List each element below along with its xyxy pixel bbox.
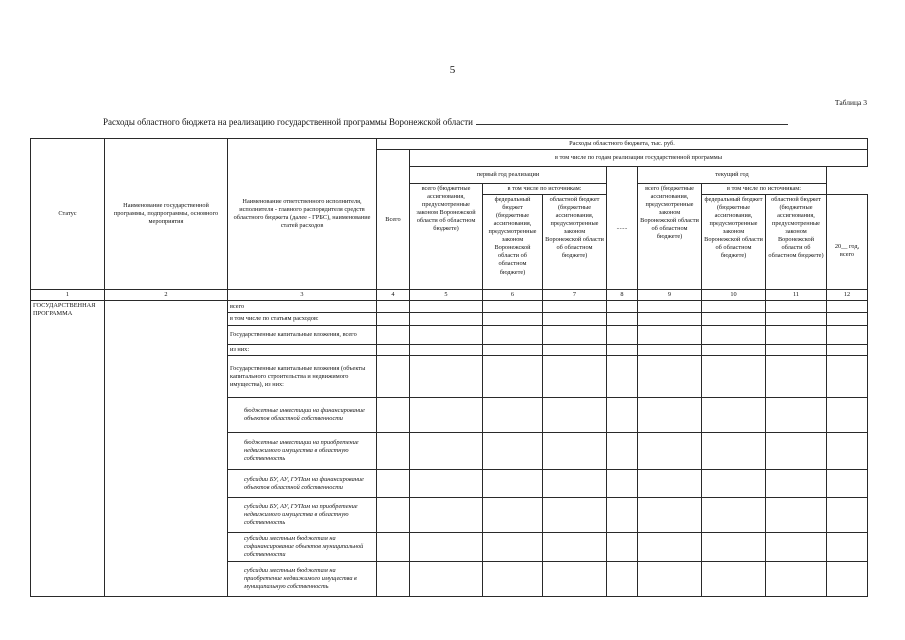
value-cell bbox=[377, 345, 410, 356]
value-cell bbox=[377, 313, 410, 326]
value-cell bbox=[410, 345, 483, 356]
value-cell bbox=[607, 398, 638, 433]
column-number: 9 bbox=[638, 290, 702, 301]
header-budget-expenses: Расходы областного бюджета, тыс. руб. bbox=[377, 139, 868, 150]
header-status: Статус bbox=[31, 139, 105, 290]
value-cell bbox=[766, 313, 827, 326]
value-cell bbox=[638, 313, 702, 326]
value-cell bbox=[410, 326, 483, 345]
value-cell bbox=[607, 345, 638, 356]
value-cell bbox=[483, 313, 543, 326]
value-cell bbox=[377, 470, 410, 498]
value-cell bbox=[377, 533, 410, 562]
value-cell bbox=[702, 470, 766, 498]
column-number: 8 bbox=[607, 290, 638, 301]
value-cell bbox=[827, 356, 868, 398]
row-label: бюджетные инвестиции на финансирование объектов областной собственности bbox=[228, 398, 377, 433]
value-cell bbox=[638, 470, 702, 498]
value-cell bbox=[483, 345, 543, 356]
header-first-year-sources: в том числе по источникам: bbox=[483, 184, 607, 195]
value-cell bbox=[638, 398, 702, 433]
header-executor-name: Наименование ответственного исполнителя, исполнителя - главного распорядителя средств областного бюджета (далее - ГРБС), наименование статей расходов bbox=[228, 139, 377, 290]
row-label: Государственные капитальные вложения (объекты капитального строительства и недвижимого имущества), из них: bbox=[228, 356, 377, 398]
value-cell bbox=[702, 326, 766, 345]
value-cell bbox=[607, 562, 638, 597]
value-cell bbox=[543, 470, 607, 498]
column-number: 2 bbox=[105, 290, 228, 301]
column-number: 4 bbox=[377, 290, 410, 301]
value-cell bbox=[377, 498, 410, 533]
value-cell bbox=[543, 313, 607, 326]
page-number: 5 bbox=[449, 64, 456, 76]
column-number: 12 bbox=[827, 290, 868, 301]
table-row bbox=[31, 301, 868, 313]
column-number: 7 bbox=[543, 290, 607, 301]
value-cell bbox=[702, 533, 766, 562]
value-cell bbox=[827, 562, 868, 597]
value-cell bbox=[702, 562, 766, 597]
value-cell bbox=[702, 398, 766, 433]
value-cell bbox=[410, 498, 483, 533]
value-cell bbox=[377, 433, 410, 470]
value-cell bbox=[607, 313, 638, 326]
value-cell bbox=[766, 345, 827, 356]
value-cell bbox=[483, 498, 543, 533]
value-cell bbox=[483, 326, 543, 345]
header-program-name: Наименование государственной программы, подпрограммы, основного мероприятия bbox=[105, 139, 228, 290]
value-cell bbox=[702, 313, 766, 326]
value-cell bbox=[410, 470, 483, 498]
value-cell bbox=[827, 498, 868, 533]
row-label: субсидии местным бюджетам на софинансирование объектов муниципальной собственности bbox=[228, 533, 377, 562]
value-cell bbox=[607, 301, 638, 313]
value-cell bbox=[766, 533, 827, 562]
value-cell bbox=[607, 326, 638, 345]
row-label: бюджетные инвестиции на приобретение недвижимого имущества в областную собственность bbox=[228, 433, 377, 470]
column-number: 10 bbox=[702, 290, 766, 301]
row-label: субсидии БУ, АУ, ГУПам на финансирование объектов областной собственности bbox=[228, 470, 377, 498]
header-current-year-total: всего (бюджетные ассигнования, предусмотренные законом Воронежской области об областном бюджете) bbox=[638, 184, 702, 290]
value-cell bbox=[766, 498, 827, 533]
row-label: в том числе по статьям расходов: bbox=[228, 313, 377, 326]
column-number: 5 bbox=[410, 290, 483, 301]
value-cell bbox=[543, 301, 607, 313]
value-cell bbox=[483, 398, 543, 433]
header-current-year-sources: в том числе по источникам: bbox=[702, 184, 827, 195]
value-cell bbox=[766, 398, 827, 433]
value-cell bbox=[766, 433, 827, 470]
header-first-year-federal: федеральный бюджет (бюджетные ассигнования, предусмотренные законом Воронежской области об областном бюджете) bbox=[483, 195, 543, 290]
value-cell bbox=[766, 470, 827, 498]
value-cell bbox=[543, 498, 607, 533]
value-cell bbox=[638, 433, 702, 470]
header-year-empty bbox=[827, 167, 868, 195]
value-cell bbox=[607, 433, 638, 470]
header-year-total: 20__ год, всего bbox=[827, 195, 868, 290]
value-cell bbox=[702, 433, 766, 470]
title-blank-line bbox=[476, 116, 788, 125]
value-cell bbox=[483, 562, 543, 597]
value-cell bbox=[638, 301, 702, 313]
value-cell bbox=[638, 562, 702, 597]
value-cell bbox=[543, 398, 607, 433]
header-current-year: текущий год bbox=[638, 167, 827, 184]
value-cell bbox=[410, 356, 483, 398]
value-cell bbox=[766, 301, 827, 313]
value-cell bbox=[827, 533, 868, 562]
value-cell bbox=[377, 562, 410, 597]
value-cell bbox=[827, 313, 868, 326]
value-cell bbox=[483, 533, 543, 562]
header-ellipsis: ....... bbox=[607, 167, 638, 290]
value-cell bbox=[543, 533, 607, 562]
column-number: 11 bbox=[766, 290, 827, 301]
document-title-text: Расходы областного бюджета на реализацию государственной программы Воронежской области bbox=[103, 117, 473, 127]
row-label: субсидии БУ, АУ, ГУПам на приобретение недвижимого имущества в областную собственность bbox=[228, 498, 377, 533]
column-number: 1 bbox=[31, 290, 105, 301]
value-cell bbox=[483, 356, 543, 398]
value-cell bbox=[410, 562, 483, 597]
value-cell bbox=[377, 398, 410, 433]
status-value: ГОСУДАРСТВЕННАЯ ПРОГРАММА bbox=[31, 301, 105, 597]
value-cell bbox=[702, 345, 766, 356]
table-label: Таблица 3 bbox=[834, 98, 867, 107]
value-cell bbox=[377, 301, 410, 313]
value-cell bbox=[377, 356, 410, 398]
value-cell bbox=[410, 533, 483, 562]
value-cell bbox=[410, 313, 483, 326]
value-cell bbox=[766, 356, 827, 398]
value-cell bbox=[766, 562, 827, 597]
value-cell bbox=[483, 301, 543, 313]
value-cell bbox=[483, 470, 543, 498]
row-label: субсидии местным бюджетам на приобретение недвижимого имущества в муниципальную собственность bbox=[228, 562, 377, 597]
row-label: всего bbox=[228, 301, 377, 313]
value-cell bbox=[543, 562, 607, 597]
row-label: Государственные капитальные вложения, всего bbox=[228, 326, 377, 345]
value-cell bbox=[827, 301, 868, 313]
column-number: 3 bbox=[228, 290, 377, 301]
value-cell bbox=[607, 498, 638, 533]
value-cell bbox=[543, 345, 607, 356]
column-number: 6 bbox=[483, 290, 543, 301]
value-cell bbox=[410, 433, 483, 470]
value-cell bbox=[543, 326, 607, 345]
value-cell bbox=[410, 301, 483, 313]
value-cell bbox=[607, 533, 638, 562]
value-cell bbox=[827, 326, 868, 345]
value-cell bbox=[543, 356, 607, 398]
value-cell bbox=[827, 398, 868, 433]
value-cell bbox=[766, 326, 827, 345]
value-cell bbox=[827, 345, 868, 356]
value-cell bbox=[638, 533, 702, 562]
value-cell bbox=[638, 356, 702, 398]
header-current-year-regional: областной бюджет (бюджетные ассигнования, предусмотренные законом Воронежской области об областном бюджете) bbox=[766, 195, 827, 290]
value-cell bbox=[702, 498, 766, 533]
program-name-cell bbox=[105, 301, 228, 597]
header-first-year-regional: областной бюджет (бюджетные ассигнования, предусмотренные законом Воронежской области об областном бюджете) bbox=[543, 195, 607, 290]
value-cell bbox=[702, 356, 766, 398]
document-title bbox=[103, 116, 788, 127]
row-label: из них: bbox=[228, 345, 377, 356]
header-by-years: в том числе по годам реализации государственной программы bbox=[410, 150, 868, 167]
column-numbers-row bbox=[31, 290, 868, 301]
value-cell bbox=[607, 470, 638, 498]
header-total: Всего bbox=[377, 150, 410, 290]
value-cell bbox=[638, 498, 702, 533]
value-cell bbox=[410, 398, 483, 433]
value-cell bbox=[543, 433, 607, 470]
value-cell bbox=[827, 433, 868, 470]
value-cell bbox=[827, 470, 868, 498]
value-cell bbox=[638, 345, 702, 356]
value-cell bbox=[377, 326, 410, 345]
header-first-year: первый год реализации bbox=[410, 167, 607, 184]
value-cell bbox=[483, 433, 543, 470]
value-cell bbox=[607, 356, 638, 398]
header-first-year-total: всего (бюджетные ассигнования, предусмотренные законом Воронежской области об областном бюджете) bbox=[410, 184, 483, 290]
header-current-year-federal: федеральный бюджет (бюджетные ассигнования, предусмотренные законом Воронежской области об областном бюджете) bbox=[702, 195, 766, 290]
expenses-table bbox=[30, 138, 868, 597]
value-cell bbox=[638, 326, 702, 345]
value-cell bbox=[702, 301, 766, 313]
